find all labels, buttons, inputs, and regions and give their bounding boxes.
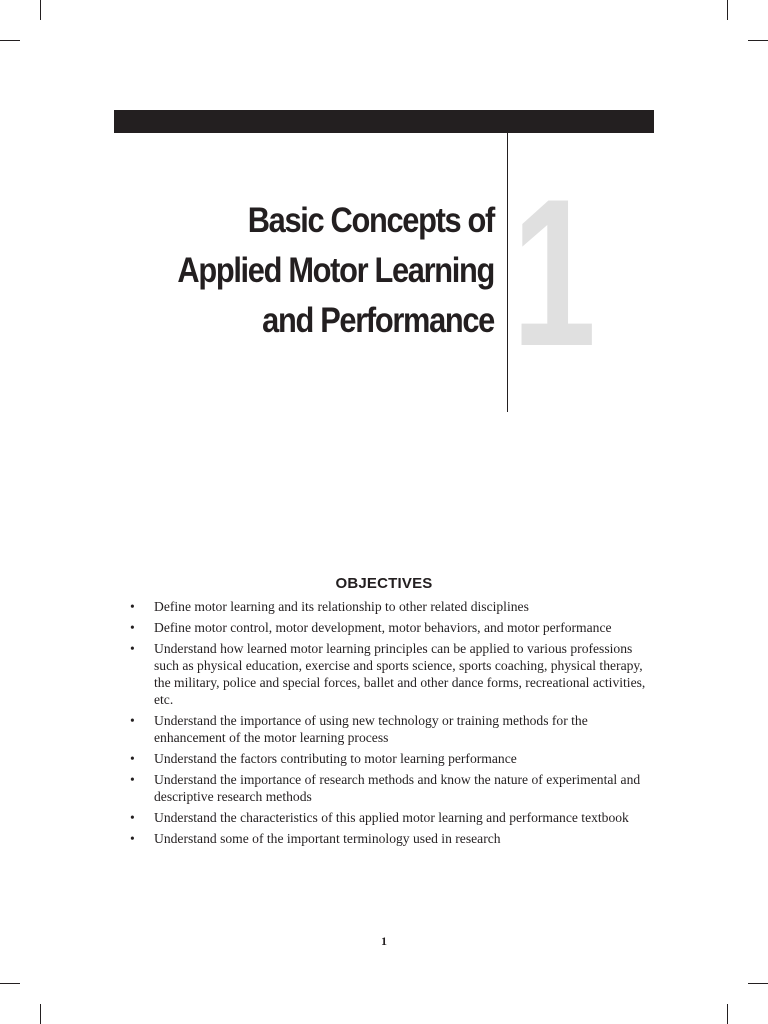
bullet-icon: • [130,713,135,728]
crop-mark-top-left-vertical [40,0,41,20]
chapter-header-bar [114,110,654,133]
bullet-icon: • [130,599,135,614]
chapter-title-line: Basic Concepts of [247,201,494,240]
list-item [130,712,658,746]
bullet-icon: • [130,620,135,635]
chapter-title-line: and Performance [262,301,494,340]
chapter-title [142,196,494,346]
crop-mark-bottom-right-vertical [727,1004,728,1024]
list-item [130,771,658,805]
objective-text: Understand the factors contributing to motor learning performance [154,751,517,766]
objective-text: Understand the characteristics of this applied motor learning and performance textbook [154,810,629,825]
chapter-divider-line [507,133,508,412]
crop-mark-bottom-left-vertical [40,1004,41,1024]
bullet-icon: • [130,810,135,825]
crop-mark-top-left-horizontal [0,40,20,41]
crop-mark-bottom-right-horizontal [748,983,768,984]
bullet-icon: • [130,831,135,846]
objective-text: Define motor learning and its relationship to other related disciplines [154,599,529,614]
objective-text: Understand the importance of research methods and know the nature of experimental and descriptive research methods [154,772,641,804]
list-item [130,598,658,615]
crop-mark-bottom-left-horizontal [0,983,20,984]
crop-mark-top-right-horizontal [748,40,768,41]
page-number: 1 [381,934,387,948]
objective-text: Understand the importance of using new technology or training methods for the enhancement of the motor learning process [154,713,588,745]
list-item [130,750,658,767]
list-item [130,619,658,636]
list-item [130,809,658,826]
chapter-title-line: Applied Motor Learning [177,251,494,290]
crop-mark-top-right-vertical [727,0,728,20]
objectives-list [130,598,658,851]
bullet-icon: • [130,641,135,656]
chapter-number: 1 [512,155,597,390]
objective-text: Understand how learned motor learning principles can be applied to various professions such as physical education, exercise and sports science, sports coaching, physical therapy, the military, police and special forces, ballet and other dance forms, recreational activities, etc. [154,641,646,707]
objective-text: Define motor control, motor development, motor behaviors, and motor performance [154,620,612,635]
bullet-icon: • [130,772,135,787]
bullet-icon: • [130,751,135,766]
list-item [130,830,658,847]
list-item [130,640,658,708]
objectives-heading: OBJECTIVES [335,575,433,592]
objective-text: Understand some of the important terminology used in research [154,831,501,846]
